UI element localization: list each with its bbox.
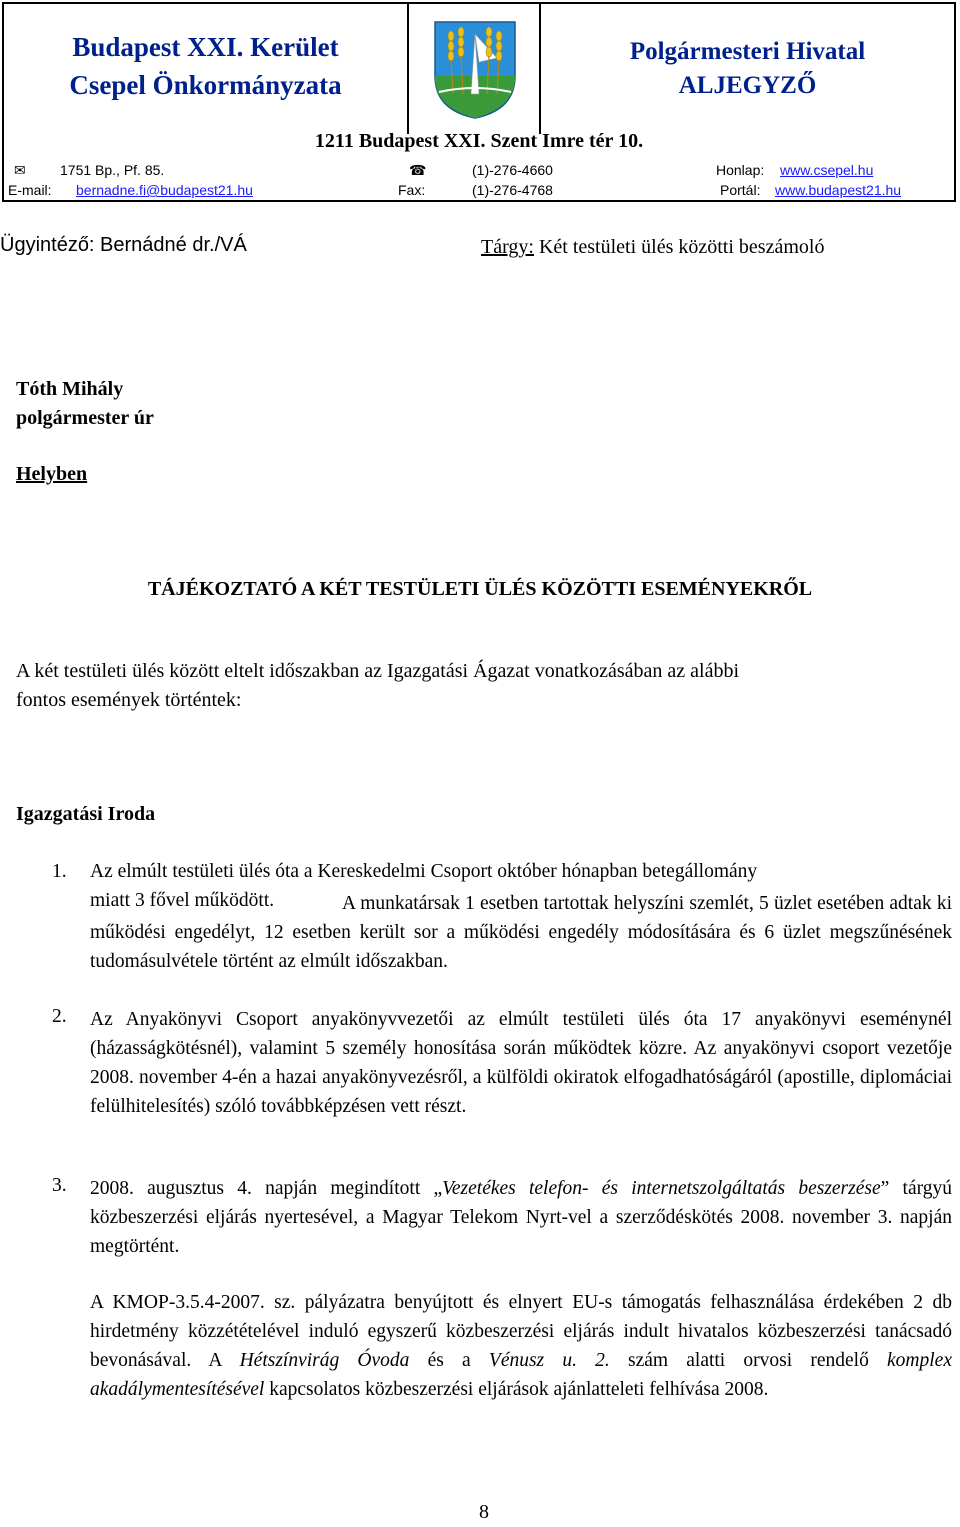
section-heading: Igazgatási Iroda <box>16 803 156 825</box>
email-label: E-mail: <box>8 182 52 198</box>
org-name-line2: Csepel Önkormányzata <box>69 70 342 100</box>
item-1-number: 1. <box>52 861 67 882</box>
document-title: TÁJÉKOZTATÓ A KÉT TESTÜLETI ÜLÉS KÖZÖTTI ESEMÉNYEKRŐL <box>147 578 813 600</box>
page-number: 8 <box>479 1501 489 1523</box>
item-3-number: 3. <box>52 1175 67 1196</box>
item-2-text: Az Anyakönyvi Csoport anyakönyvvezetői az elmúlt testületi ülés óta 17 anyakönyvi eseménynél (házasságkötésnél), valamint 5 személy honosítása során működtek közre. Az anyakönyvi csoport vezetője 2008. november 4-én a hazai anyakönyvezésről, a külföldi okiratok elfogadhatóságáról (apostille, diplomáciai felülhitelesítés) szóló továbbképzésen vett részt. <box>90 1009 952 1117</box>
office-address: 1211 Budapest XXI. Szent Imre tér 10. <box>314 130 644 152</box>
kmop-part-a: A KMOP-3.5.4-2007. sz. pályázatra benyújtott és elnyert EU-s támogatás felhasználása érdekében 2 db hirdetmény közzétételével induló egyszerű közbeszerzési eljárás indult hivatalos közbeszerzési tanácsadó bevonásával. A <box>90 1292 952 1371</box>
item-3-part-a: 2008. augusztus 4. napján megindított „ <box>90 1178 443 1199</box>
phone-icon: ☎ <box>409 162 427 178</box>
envelope-icon: ✉ <box>14 162 26 178</box>
subject-text: Két testületi ülés közötti beszámoló <box>533 236 825 258</box>
item-3-part-c: ” tárgyú közbeszerzési eljárás nyertesével, a Magyar Telekom Nyrt-vel a szerződéskötés 2008. november 3. napján megtörtént. <box>90 1178 952 1257</box>
portal-label: Portál: <box>720 182 761 198</box>
subject-label: Tárgy: <box>481 236 534 258</box>
item-3-project-title: Vezetékes telefon- és internetszolgáltatás beszerzése <box>442 1178 881 1199</box>
fax-number: (1)-276-4768 <box>472 182 553 198</box>
honlap-label: Honlap: <box>716 162 765 178</box>
intro-line-1: A két testületi ülés között eltelt időszakban az Igazgatási Ágazat vonatkozásában az alábbi <box>16 660 740 682</box>
recipient-location: Helyben <box>16 463 88 485</box>
item-1-line-2: miatt 3 fővel működött. <box>90 890 275 911</box>
email-link[interactable]: bernadne.fi@budapest21.hu <box>76 182 253 198</box>
fax-label: Fax: <box>398 182 426 198</box>
paragraph-kmop <box>90 1288 952 1404</box>
letterhead-crest <box>409 4 541 134</box>
recipient-name: Tóth Mihály <box>16 378 124 400</box>
item-1-continuation: A munkatársak 1 esetben tartottak helyszíni szemlét, 5 üzlet esetében adtak ki működési engedélyt, 12 esetben került sor a működési engedély módosítására és 6 üzlet megszűnésének tudomásulvétele történt az elmúlt időszakban. <box>90 893 952 972</box>
kmop-part-e: szám alatti orvosi rendelő <box>609 1350 888 1371</box>
kmop-part-c: és a <box>409 1350 489 1371</box>
subject <box>481 236 824 259</box>
case-officer: Ügyintéző: Bernádné dr./VÁ <box>0 234 247 256</box>
honlap-link[interactable]: www.csepel.hu <box>780 162 874 178</box>
office-name: Polgármesteri Hivatal <box>629 38 866 65</box>
office-role: ALJEGYZŐ <box>678 72 817 99</box>
item-1-line-1: Az elmúlt testületi ülés óta a Kereskedelmi Csoport október hónapban betegállomány <box>90 861 758 882</box>
kmop-street: Vénusz u. 2. <box>488 1350 610 1371</box>
org-name-line1: Budapest XXI. Kerület <box>72 32 339 62</box>
kmop-accessibility: komplex akadálymentesítésével <box>90 1350 952 1400</box>
letterhead <box>2 2 956 202</box>
item-3-text <box>90 1174 952 1261</box>
letterhead-org <box>4 4 409 134</box>
intro-line-2: fontos események történtek: <box>16 689 242 711</box>
recipient-title: polgármester úr <box>16 407 154 429</box>
letterhead-office <box>541 4 954 134</box>
kmop-kindergarten: Hétszínvirág Óvoda <box>239 1350 410 1371</box>
coat-of-arms-icon <box>409 14 541 124</box>
po-box: 1751 Bp., Pf. 85. <box>60 162 165 178</box>
item-2-number: 2. <box>52 1006 67 1027</box>
kmop-part-g: kapcsolatos közbeszerzési eljárások ajánlatteleti felhívása 2008. <box>264 1379 769 1400</box>
portal-link[interactable]: www.budapest21.hu <box>775 182 902 198</box>
phone-number: (1)-276-4660 <box>472 162 553 178</box>
